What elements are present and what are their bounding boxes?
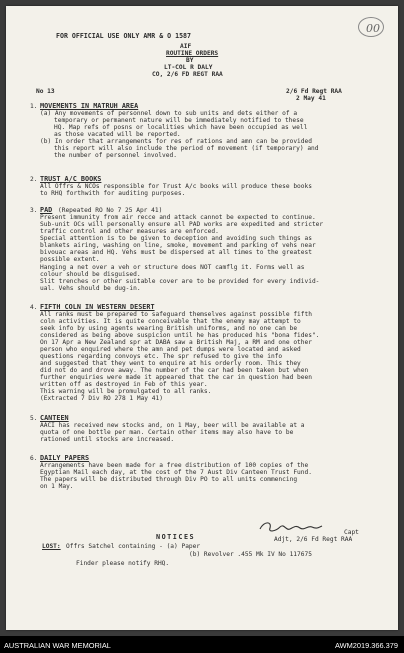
lost-item-b: (b) Revolver .455 Mk IV No 117675 [189,551,312,558]
org-line: AIF [180,43,192,50]
signature-rank: Capt [344,529,359,536]
archive-reference: AWM2019.366.379 [335,641,398,650]
body-line: bivouac areas and HQ. Vehs must be dispersed at all times to the greatest [40,249,312,256]
body-line: questions regarding convoys etc. The spr refused to give the info [40,353,283,360]
order-date: 2 May 41 [296,95,326,102]
section-number: 6. [30,455,38,462]
section-heading: DAILY PAPERS [40,454,90,462]
body-line: written off as destroyed in Feb of this year. [40,381,208,388]
body-line: did not do and drove away. The number of the car had been taken but when [40,367,309,374]
body-line: Arrangements have been made for a free distribution of 100 copies of the [40,462,309,469]
body-line: blankets airing, washing on line, smoke, movement and parking of vehs near [40,242,316,249]
security-marking: FOR OFFICIAL USE ONLY AMR & O 1587 [56,32,191,40]
body-line: traffic control and other measures are enforced. [40,228,219,235]
body-line: to RHQ forthwith for auditing purposes. [40,190,186,197]
unit-line: CO, 2/6 FD REGT RAA [152,71,223,78]
body-line: the number of personnel involved. [54,152,177,159]
body-line: On 17 Apr a New Zealand spr at DABA saw a British Maj, a RM and one other [40,339,312,346]
body-line: on 1 May. [40,483,74,490]
section-heading: MOVEMENTS IN MATRUH AREA [40,102,139,110]
body-line: (b) In order that arrangements for res of rations and amn can be provided [40,138,312,145]
body-line: All ranks must be prepared to safeguard themselves against possible fifth [40,311,312,318]
body-line: All Offrs & NCOs responsible for Trust A/c books will produce these books [40,183,312,190]
finder-note: Finder please notify RHQ. [76,560,170,567]
body-line: Present immunity from air recce and attack cannot be expected to continue. [40,214,316,221]
body-line: person who enquired where the amn and pet dumps were located and asked [40,346,301,353]
order-number: No 13 [36,88,55,95]
body-line: Hanging a net over a veh or structure does NOT camflg it. Forms well as [40,264,305,271]
body-line: (a) Any movements of personnel down to sub units and dets either of a [40,110,298,117]
section-number: 1. [30,103,38,110]
body-line: HQ. Map refs of posns or localities which have been occupied as well [54,124,308,131]
section-heading: FIFTH COLN IN WESTERN DESERT [40,303,155,311]
archive-name: AUSTRALIAN WAR MEMORIAL [4,641,111,650]
section-heading: CANTEEN [40,414,69,422]
unit-right: 2/6 Fd Regt RAA [286,88,342,95]
body-line: Egyptian Mail each day, at the cost of the 7 Aust Div Canteen Trust Fund. [40,469,312,476]
body-line: Special attention is to be given to deception and avoiding such things as [40,235,312,242]
section-heading: TRUST A/C BOOKS [40,175,102,183]
body-line: and suggested that they went to enquire at his orderly room. This they [40,360,301,367]
document-title: ROUTINE ORDERS [166,50,219,57]
signature-position: Adjt, 2/6 Fd Regt RAA [274,536,353,543]
body-line: further enquiries were made it appeared that the car in question had been [40,374,312,381]
section-heading-note: (Repeated RO No 7 25 Apr 41) [58,207,163,214]
body-line: rationed until stocks are increased. [40,436,175,443]
section-number: 3. [30,207,38,214]
by-line: BY [186,57,194,64]
body-line: this report will also include the period of movement (if temporary) and [54,145,319,152]
body-line: quota of one bottle per man. Certain other items may also have to be [40,429,294,436]
body-line: ual. Vehs should be dug-in. [40,285,141,292]
body-line: Sub-unit OCs will personally ensure all PAD works are expedited and stricter [40,221,324,228]
body-line: as those vacated will be reported. [54,131,181,138]
body-line: considered as being above suspicion until he has produced his "bona fides". [40,332,320,339]
body-line: (Extracted 7 Div RO 278 1 May 41) [40,395,163,402]
body-line: This warning will be promulgated to all ranks. [40,388,212,395]
section-number: 2. [30,176,38,183]
section-number: 4. [30,304,38,311]
section-number: 5. [30,415,38,422]
body-line: Slit trenches or other suitable cover are to be provided for every individ- [40,278,320,285]
body-line: seek info by using agents wearing British uniforms, and no one can be [40,325,298,332]
body-line: AACI has received new stocks and, on 1 May, beer will be available at a [40,422,305,429]
notices-heading: NOTICES [156,533,196,541]
document-page [6,6,398,630]
body-line: colour should be disguised. [40,271,141,278]
stamp-number: 00 [366,22,380,35]
author-line: LT-COL R DALY [164,64,213,71]
lost-label: LOST: [42,543,61,550]
body-line: The papers will be distributed through Div PO to all units commencing [40,476,298,483]
body-line: temporary or permanent nature will be immediately notified to these [54,117,304,124]
section-heading: PAD [40,206,53,214]
signature-scrawl [256,519,326,535]
body-line: possible extent. [40,256,100,263]
archive-caption-bar [0,636,404,653]
body-line: coln activities. It is quite conceivable that the enemy may attempt to [40,318,301,325]
lost-item-a: Offrs Satchel containing - (a) Paper [66,543,201,550]
